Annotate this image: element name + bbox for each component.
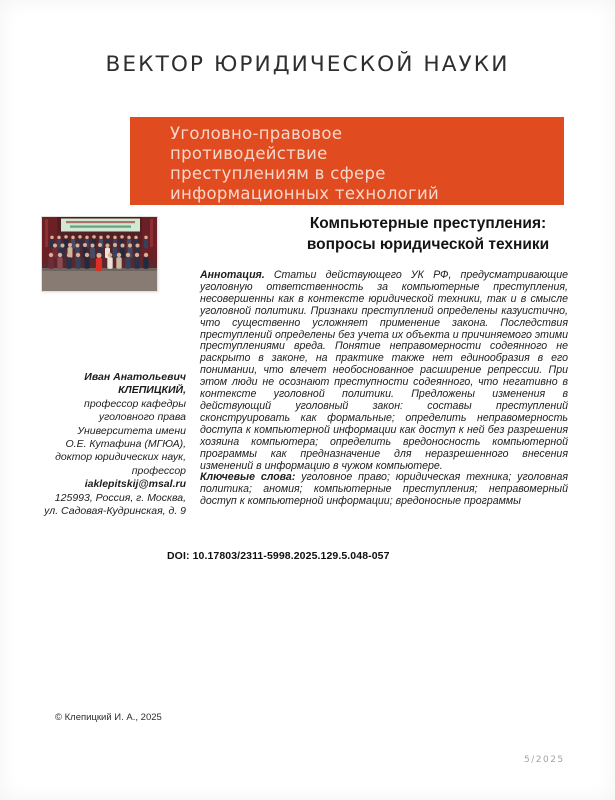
abstract-block bbox=[200, 270, 568, 508]
article-title-line: вопросы юридической техники bbox=[306, 235, 550, 253]
doi-line: DOI: 10.17803/2311-5998.2025.129.5.048-057 bbox=[167, 550, 390, 562]
author-affiliation-line: уголовного права bbox=[98, 411, 186, 424]
rubric-line: Уголовно-правовое bbox=[170, 124, 343, 143]
author-first-name: Иван Анатольевич bbox=[84, 371, 186, 383]
rubric-line: информационных технологий bbox=[170, 184, 440, 203]
abstract-text: Статьи действующего УК РФ, предусматривающие уголовную ответственность за компьютерные преступления, несовершенны как в контексте юридической техники, так и в смысле уголовной политики. Признаки преступлений определены казуистично, что существенно усложняет применение закона. Последствия преступлений определены без учета их объекта и причиняемого этими преступлениями вреда. Понятие неправомерности содеянного не раскрыто в законе, на практике также нет единообразия в его понимании, что влечет необоснованное расширение репрессии. При этом люди не осознают преступности содеянного, что негативно в контексте уголовной политики. Предложены изменения в действующий уголовный закон: составы преступлений сконструировать как формальные; определить неправомерность доступа к компьютерной информации как доступ к ней без разрешения хозяина компьютера; определить вредоносность компьютерной программы как предназначение для неразрешенного внесения изменений в информацию в чужом компьютере. bbox=[200, 269, 568, 472]
author-block bbox=[14, 371, 186, 518]
author-email: iaklepitskij@msal.ru bbox=[84, 478, 186, 491]
author-last-name: КЛЕПИЦКИЙ, bbox=[118, 384, 186, 397]
issue-number: 5/2025 bbox=[524, 755, 565, 765]
keywords-paragraph bbox=[200, 472, 568, 508]
article-title bbox=[278, 214, 578, 255]
rubric-line: противодействие bbox=[170, 144, 328, 163]
author-address-line: ул. Садовая-Кудринская, д. 9 bbox=[44, 505, 186, 518]
conference-group-photo bbox=[41, 216, 158, 292]
copyright-notice: © Клепицкий И. А., 2025 bbox=[55, 712, 162, 723]
author-address-line: 125993, Россия, г. Москва, bbox=[54, 491, 186, 504]
author-affiliation-line: доктор юридических наук, bbox=[55, 451, 186, 464]
keywords-label: Ключевые слова: bbox=[200, 471, 296, 484]
author-affiliation-line: профессор кафедры bbox=[84, 397, 186, 410]
article-title-line: Компьютерные преступления: bbox=[309, 215, 547, 232]
abstract-paragraph bbox=[200, 270, 568, 472]
author-affiliation-line: Университета имени bbox=[77, 424, 186, 437]
author-affiliation-line: О.Е. Кутафина (МГЮА), bbox=[65, 438, 186, 451]
keywords-text: уголовное право; юридическая техника; уголовная политика; аномия; компьютерные преступления; неправомерный доступ к компьютерной информации; вредоносные программы bbox=[200, 471, 568, 508]
author-affiliation-line: профессор bbox=[131, 464, 186, 477]
rubric-line: преступлениям в сфере bbox=[170, 164, 386, 183]
rubric-banner bbox=[130, 117, 564, 205]
abstract-label: Аннотация. bbox=[200, 269, 265, 281]
journal-header-title: ВЕКТОР ЮРИДИЧЕСКОЙ НАУКИ bbox=[105, 52, 510, 76]
